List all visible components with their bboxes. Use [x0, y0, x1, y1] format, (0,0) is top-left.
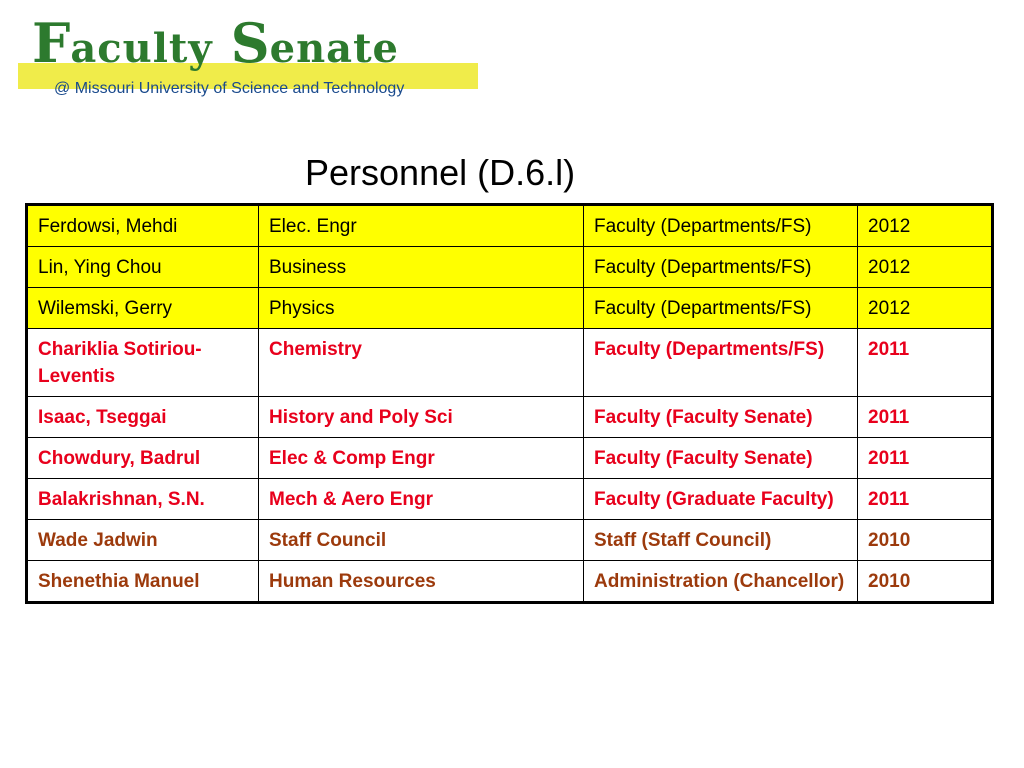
table-row	[27, 561, 993, 603]
year-cell: 2010	[858, 561, 993, 603]
department-cell: Mech & Aero Engr	[259, 479, 584, 520]
role-cell: Faculty (Departments/FS)	[584, 329, 858, 397]
year-cell: 2012	[858, 205, 993, 247]
name-cell: Isaac, Tseggai	[27, 397, 259, 438]
department-cell: Staff Council	[259, 520, 584, 561]
faculty-senate-logo	[18, 11, 480, 104]
personnel-table-wrap	[25, 203, 991, 604]
table-row	[27, 205, 993, 247]
role-cell: Faculty (Departments/FS)	[584, 205, 858, 247]
name-cell: Chariklia Sotiriou-Leventis	[27, 329, 259, 397]
year-cell: 2012	[858, 288, 993, 329]
role-cell: Faculty (Faculty Senate)	[584, 397, 858, 438]
table-row	[27, 329, 993, 397]
year-cell: 2011	[858, 479, 993, 520]
table-row	[27, 288, 993, 329]
table-row	[27, 247, 993, 288]
name-cell: Ferdowsi, Mehdi	[27, 205, 259, 247]
year-cell: 2011	[858, 329, 993, 397]
role-cell: Faculty (Departments/FS)	[584, 247, 858, 288]
department-cell: Physics	[259, 288, 584, 329]
year-cell: 2011	[858, 438, 993, 479]
year-cell: 2010	[858, 520, 993, 561]
year-cell: 2011	[858, 397, 993, 438]
department-cell: Human Resources	[259, 561, 584, 603]
department-cell: History and Poly Sci	[259, 397, 584, 438]
table-row	[27, 397, 993, 438]
role-cell: Administration (Chancellor)	[584, 561, 858, 603]
role-cell: Faculty (Graduate Faculty)	[584, 479, 858, 520]
logo-word-aculty: aculty	[70, 25, 213, 72]
role-cell: Staff (Staff Council)	[584, 520, 858, 561]
personnel-table	[25, 203, 994, 604]
department-cell: Elec. Engr	[259, 205, 584, 247]
year-cell: 2012	[858, 247, 993, 288]
logo-tagline: @ Missouri University of Science and Technology	[54, 80, 405, 97]
name-cell: Lin, Ying Chou	[27, 247, 259, 288]
slide-title: Personnel (D.6.l)	[305, 152, 576, 193]
name-cell: Wade Jadwin	[27, 520, 259, 561]
name-cell: Wilemski, Gerry	[27, 288, 259, 329]
logo-initial-f: F	[32, 11, 71, 75]
logo-word-enate: enate	[269, 25, 399, 72]
logo-initial-s: S	[230, 11, 270, 75]
department-cell: Elec & Comp Engr	[259, 438, 584, 479]
name-cell: Balakrishnan, S.N.	[27, 479, 259, 520]
name-cell: Chowdury, Badrul	[27, 438, 259, 479]
department-cell: Business	[259, 247, 584, 288]
department-cell: Chemistry	[259, 329, 584, 397]
logo-wordmark	[32, 11, 399, 75]
role-cell: Faculty (Departments/FS)	[584, 288, 858, 329]
name-cell: Shenethia Manuel	[27, 561, 259, 603]
table-row	[27, 438, 993, 479]
table-row	[27, 520, 993, 561]
role-cell: Faculty (Faculty Senate)	[584, 438, 858, 479]
table-row	[27, 479, 993, 520]
